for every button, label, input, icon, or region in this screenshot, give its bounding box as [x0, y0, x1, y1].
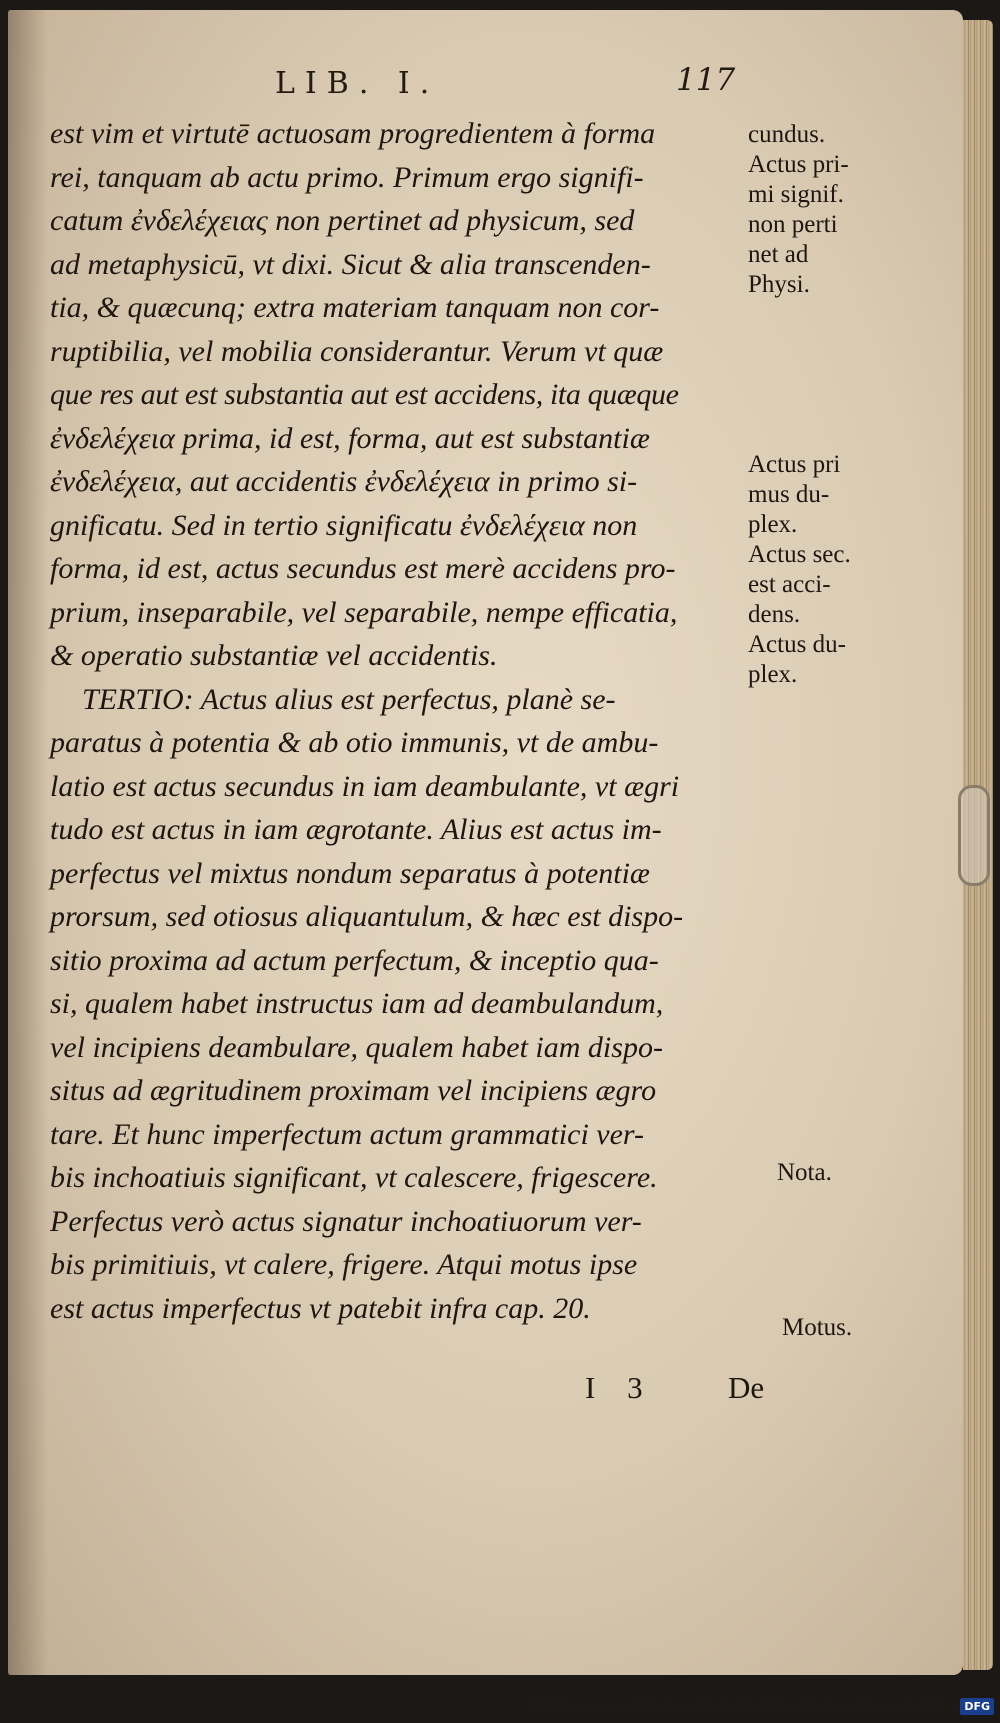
text-line: rei, tanquam ab actu primo. Primum ergo signifi-: [50, 160, 644, 194]
text-line: tia, & quæcunq; extra materiam tanquam non cor-: [50, 291, 660, 324]
margin-note-line: plex.: [748, 661, 798, 688]
margin-note-line: mi signif.: [748, 181, 844, 208]
margin-note-line: non perti: [748, 211, 838, 238]
margin-note-motus: [782, 1313, 942, 1343]
text-line: situs ad ægritudinem proximam vel incipiens ægro: [50, 1074, 657, 1107]
text-line: si, qualem habet instructus iam ad deambulandum,: [50, 987, 664, 1020]
margin-note-line: Actus du-: [748, 631, 846, 658]
running-title: LIB. I.: [275, 66, 440, 101]
text-line: bis inchoatiuis significant, vt calescere, frigescere.: [50, 1161, 658, 1194]
margin-note-actus-primi: [748, 120, 908, 300]
catchword: De: [728, 1370, 765, 1405]
text-line: ruptibilia, vel mobilia considerantur. Verum vt quæ: [50, 334, 664, 368]
margin-note-line: net ad: [748, 241, 809, 268]
text-line: TERTIO: Actus alius est perfectus, planè se-: [82, 682, 616, 716]
attribution-text: Digitalisierung gefördert durch die Deutsche Forschungsgemeinschaft -: [526, 1699, 956, 1713]
text-line: prorsum, sed otiosus aliquantulum, & hæc est dispo-: [50, 900, 684, 933]
margin-note-line: mus du-: [748, 481, 830, 508]
text-line: forma, id est, actus secundus est merè accidens pro-: [50, 552, 676, 585]
text-line: perfectus vel mixtus nondum separatus à potentiæ: [50, 856, 650, 890]
margin-note-nota: [777, 1158, 937, 1188]
text-line: Perfectus verò actus signatur inchoatiuorum ver-: [50, 1204, 642, 1238]
text-line: bis primitiuis, vt calere, frigere. Atqui motus ipse: [50, 1248, 638, 1281]
text-line: & operatio substantiæ vel accidentis.: [50, 639, 498, 672]
text-line: prium, inseparabile, vel separabile, nempe efficatia,: [50, 595, 678, 629]
clasp-ring: [958, 785, 990, 886]
text-line: paratus à potentia & ab otio immunis, vt de ambu-: [50, 726, 659, 759]
margin-note-line: Nota.: [777, 1159, 832, 1186]
spine-shadow: [8, 10, 48, 1675]
page-number: 117: [676, 62, 736, 98]
text-line: que res aut est substantia aut est accidens, ita quæque: [50, 378, 679, 411]
text-line: gnificatu. Sed in tertio significatu ἐνδελέχεια non: [50, 508, 638, 542]
margin-note-line: Physi.: [748, 271, 810, 298]
dfg-logo: DFG: [960, 1698, 994, 1715]
text-line: tudo est actus in iam ægrotante. Alius est actus im-: [50, 813, 662, 846]
text-line: ad metaphysicū, vt dixi. Sicut & alia transcenden-: [50, 247, 651, 281]
margin-note-line: cundus.: [748, 121, 826, 148]
text-line: ἐνδελέχεια, aut accidentis ἐνδελέχεια in primo si-: [50, 465, 638, 498]
text-line: latio est actus secundus in iam deambulante, vt ægri: [50, 769, 680, 803]
text-line: est actus imperfectus vt patebit infra cap. 20.: [50, 1291, 591, 1325]
text-line: est vim et virtutē actuosam progredientem à forma: [50, 117, 656, 150]
margin-note-line: Motus.: [782, 1314, 853, 1341]
margin-note-line: Actus pri: [748, 451, 841, 478]
margin-note-line: Actus pri-: [748, 151, 849, 178]
text-line: catum ἐνδελέχειας non pertinet ad physicum, sed: [50, 204, 635, 237]
main-text-block: [50, 112, 755, 1330]
text-line: tare. Et hunc imperfectum actum grammatici ver-: [50, 1117, 644, 1151]
text-line: sitio proxima ad actum perfectum, & inceptio qua-: [50, 943, 659, 977]
margin-note-line: Actus sec.: [748, 541, 851, 568]
text-line: ἐνδελέχεια prima, id est, forma, aut est substantiæ: [50, 421, 650, 455]
margin-note-line: est acci-: [748, 571, 831, 598]
attribution-footer: [526, 1695, 994, 1717]
margin-note-line: dens.: [748, 601, 801, 628]
signature-mark: I 3: [585, 1370, 655, 1405]
margin-note-line: plex.: [748, 511, 798, 538]
text-line: vel incipiens deambulare, qualem habet iam dispo-: [50, 1030, 663, 1064]
margin-note-actus-duplex: [748, 450, 908, 690]
